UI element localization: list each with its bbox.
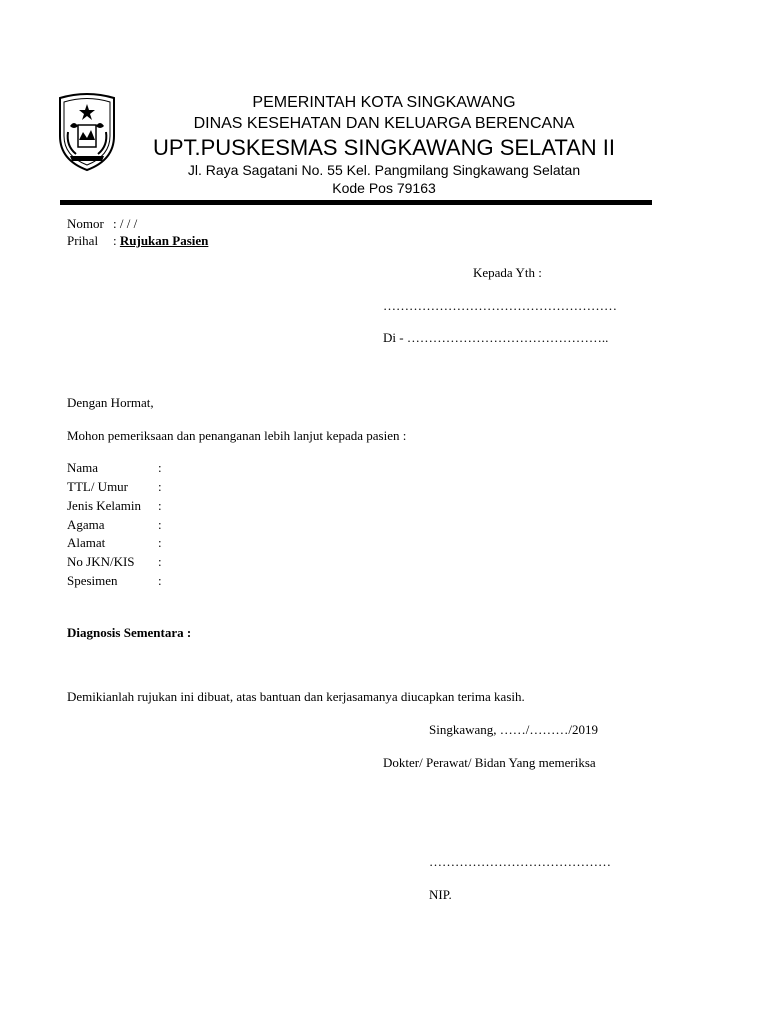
greeting: Dengan Hormat, — [67, 395, 154, 410]
field-label: Alamat — [67, 535, 106, 550]
field-label: Agama — [67, 517, 105, 532]
field-label: Nama — [67, 460, 99, 475]
field-colon: : — [158, 498, 162, 513]
field-row-spesimen — [67, 573, 162, 589]
signatory-name-blank: …………………………………… — [429, 854, 611, 869]
field-colon: : — [158, 535, 162, 550]
field-row-nama — [67, 460, 162, 476]
field-colon: : — [158, 517, 162, 532]
recipient-salutation: Kepada Yth : — [473, 265, 542, 280]
institution-name: UPT.PUSKESMAS SINGKAWANG SELATAN II — [152, 135, 616, 160]
field-colon: : — [158, 479, 162, 494]
coat-of-arms-logo-icon — [52, 92, 122, 172]
intro-text: Mohon pemeriksaan dan penanganan lebih lanjut kepada pasien : — [67, 428, 407, 443]
diagnosis-heading: Diagnosis Sementara : — [67, 625, 192, 640]
nomor-row — [67, 216, 137, 232]
field-row-alamat — [67, 535, 162, 551]
signatory-role: Dokter/ Perawat/ Bidan Yang memeriksa — [383, 755, 596, 770]
field-label: TTL/ Umur — [67, 479, 129, 494]
closing-text: Demikianlah rujukan ini dibuat, atas bantuan dan kerjasamanya diucapkan terima kasih. — [67, 689, 525, 704]
field-colon: : — [158, 573, 162, 588]
field-row-agama — [67, 517, 162, 533]
field-colon: : — [158, 460, 162, 475]
nip-label: NIP. — [429, 887, 452, 902]
field-label: Spesimen — [67, 573, 118, 588]
field-label: No JKN/KIS — [67, 554, 135, 569]
recipient-location-blank: Di - ……………………………………….. — [383, 330, 609, 345]
prihal-row — [67, 233, 208, 249]
postal-code: Kode Pos 79163 — [332, 180, 436, 196]
field-label: Jenis Kelamin — [67, 498, 142, 513]
government-name: PEMERINTAH KOTA SINGKAWANG — [252, 94, 516, 111]
field-row-ttl-umur — [67, 479, 162, 495]
nomor-label: Nomor — [67, 216, 104, 231]
prihal-colon: : — [113, 233, 117, 248]
letterhead-divider — [60, 200, 652, 205]
address-line: Jl. Raya Sagatani No. 55 Kel. Pangmilang Singkawang Selatan — [187, 162, 581, 178]
prihal-label: Prihal — [67, 233, 99, 248]
prihal-value: Rujukan Pasien — [119, 233, 209, 248]
field-colon: : — [158, 554, 162, 569]
department-name: DINAS KESEHATAN DAN KELUARGA BERENCANA — [193, 115, 575, 132]
field-row-no-jkn-kis — [67, 554, 162, 570]
place-date: Singkawang, ……/………/2019 — [429, 722, 598, 737]
recipient-name-blank: ……………………………………………… — [383, 298, 617, 313]
field-row-jenis-kelamin — [67, 498, 162, 514]
nomor-value: : / / / — [113, 216, 138, 231]
